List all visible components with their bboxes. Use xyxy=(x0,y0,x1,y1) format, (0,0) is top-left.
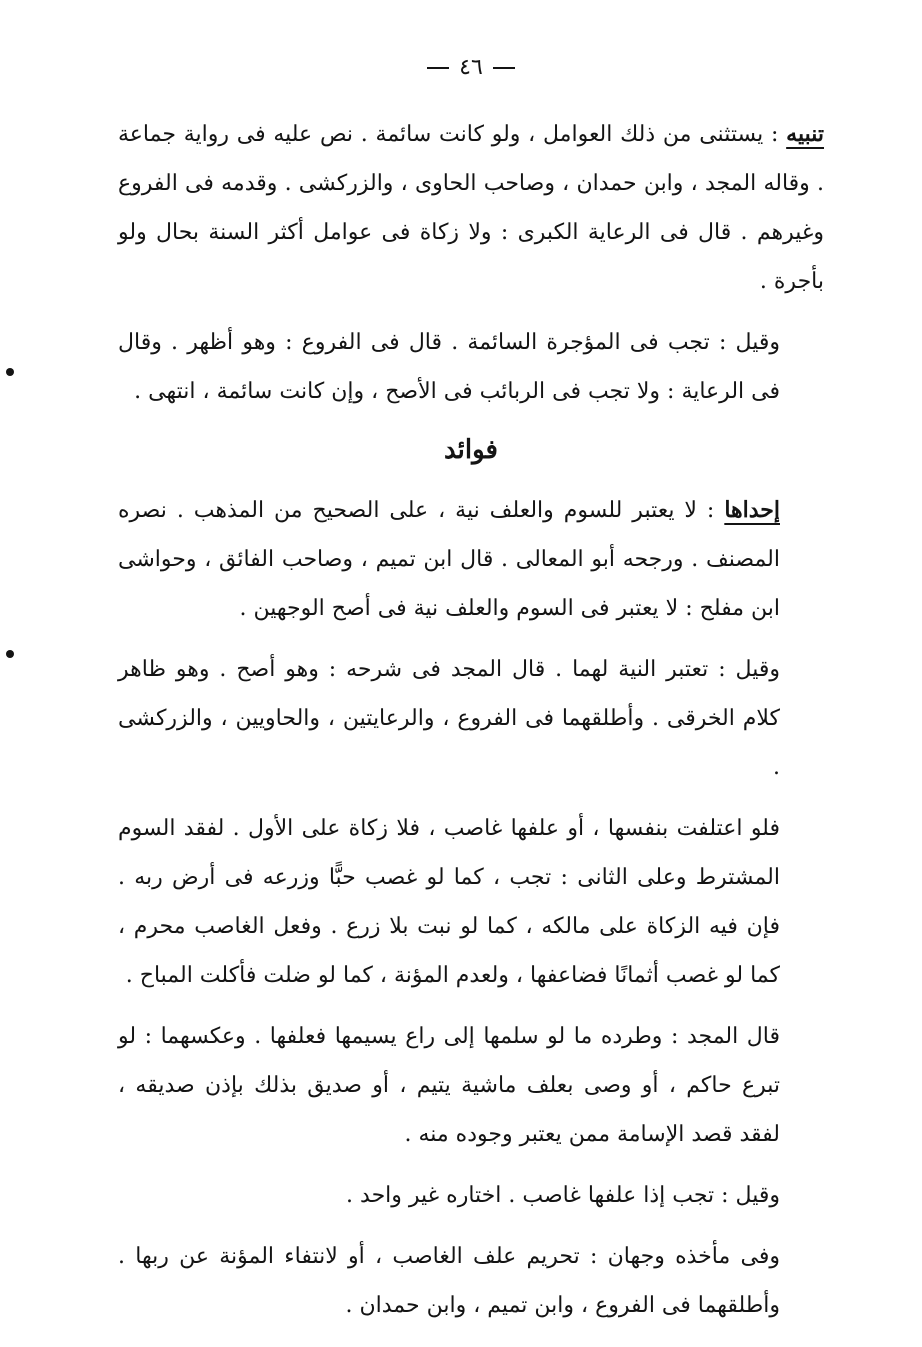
paragraph-qil-2: وقيل : تعتبر النية لهما . قال المجد فى شرحه : وهو أصح . وهو ظاهر كلام الخرقى . وأطلقهما فى الفروع ، والرعايتين ، والحاويين ، والزركشى . xyxy=(118,657,780,780)
book-page xyxy=(118,55,824,1342)
tanbih-lead: تنبيه xyxy=(786,121,824,147)
section-heading-fawaid: فوائد xyxy=(444,435,498,465)
tanbih-text: : يستثنى من ذلك العوامل ، ولو كانت سائمة . نص عليه فى رواية جماعة . وقاله المجد ، وابن حمدان ، وصاحب الحاوى ، والزركشى . وقدمه فى الفروع وغيرهم . قال فى الرعاية الكبرى : ولا زكاة فى عوامل أكثر السنة بحال ولو بأجرة . xyxy=(118,122,824,294)
paragraph-qal-almajd: قال المجد : وطرده ما لو سلمها إلى راع يسيمها فعلفها . وعكسهما : لو تبرع حاكم ، أو وصى بعلف ماشية يتيم ، أو صديق بذلك بإذن صديقه ، لفقد قصد الإسامة ممن يعتبر وجوده منه . xyxy=(118,1024,780,1147)
page-number-value: ٤٦ xyxy=(459,55,483,80)
paragraph-qil-1: وقيل : تجب فى المؤجرة السائمة . قال فى الفروع : وهو أظهر . وقال فى الرعاية : ولا تجب فى الربائب فى الأصح ، وإن كانت سائمة ، انتهى . xyxy=(118,330,780,404)
ihdaha-lead: إحداها xyxy=(724,497,780,523)
margin-mark-upper xyxy=(6,368,14,376)
ihdaha-text: : لا يعتبر للسوم والعلف نية ، على الصحيح من المذهب . نصره المصنف . ورجحه أبو المعالى . قال ابن تميم ، وصاحب الفائق ، وحواشى ابن مفلح : لا يعتبر فى السوم والعلف نية فى أصح الوجهين . xyxy=(118,498,780,621)
paragraph-qil-3: وقيل : تجب إذا علفها غاصب . اختاره غير واحد . xyxy=(346,1183,780,1208)
page-number xyxy=(118,55,824,80)
paragraph-ihdaha xyxy=(118,486,824,633)
paragraph-wafi: وفى مأخذه وجهان : تحريم علف الغاصب ، أو لانتفاء المؤنة عن ربها . وأطلقهما فى الفروع ، وابن تميم ، وابن حمدان . xyxy=(118,1244,780,1318)
paragraph-tanbih xyxy=(118,110,824,306)
paragraph-falaw: فلو اعتلفت بنفسها ، أو علفها غاصب ، فلا زكاة على الأول . لفقد السوم المشترط وعلى الثانى : تجب ، كما لو غصب حبًّا وزرعه فى أرض ربه . فإن فيه الزكاة على مالكه ، كما لو نبت بلا زرع . وفعل الغاصب محرم ، كما لو غصب أثمانًا فضاعفها ، ولعدم المؤنة ، كما لو ضلت فأكلت المباح . xyxy=(118,816,780,988)
page-number-dash-left xyxy=(427,67,449,69)
page-number-dash-right xyxy=(493,67,515,69)
margin-mark-lower xyxy=(6,650,14,658)
